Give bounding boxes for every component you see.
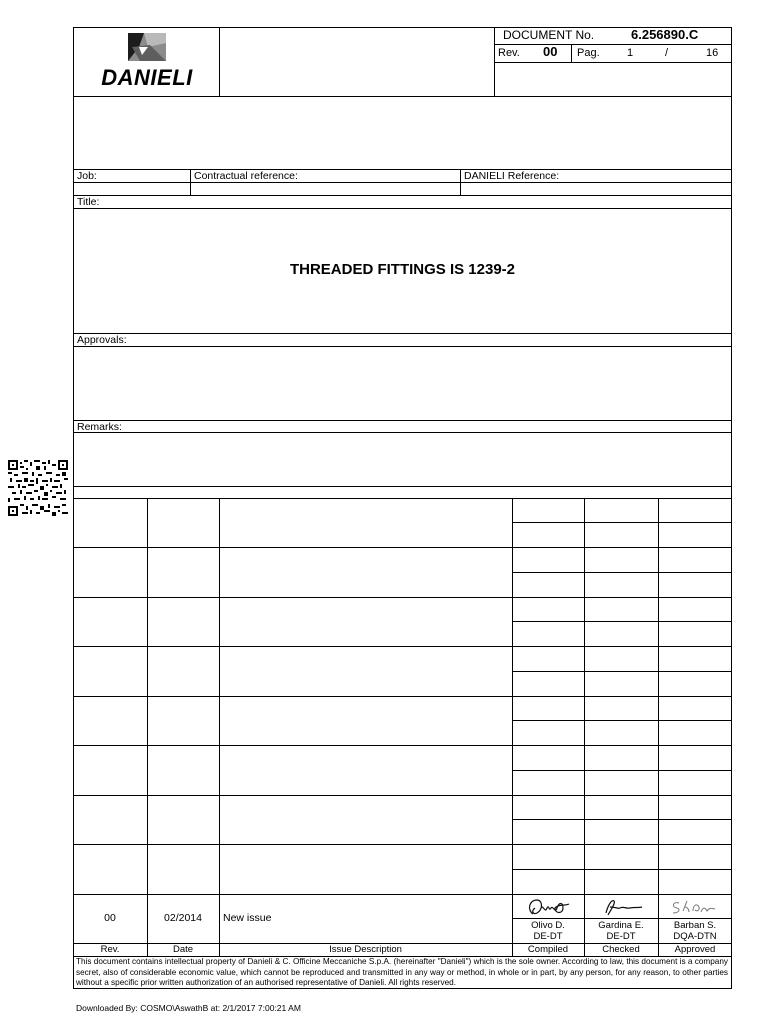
revision-row-rule bbox=[73, 745, 732, 746]
revision-row-rule bbox=[73, 795, 732, 796]
signature-half-rule bbox=[512, 720, 732, 721]
rev-rule bbox=[494, 62, 732, 63]
revision-col-divider bbox=[658, 498, 659, 956]
compiled-by-dept: DE-DT bbox=[533, 931, 563, 942]
job-label: Job: bbox=[77, 170, 97, 182]
page-label: Pag. bbox=[577, 47, 600, 59]
signature-half-rule bbox=[512, 671, 732, 672]
signature-half-rule bbox=[512, 522, 732, 523]
checked-by-dept: DE-DT bbox=[606, 931, 636, 942]
danieli-reference-label: DANIELI Reference: bbox=[464, 170, 560, 182]
page-current: 1 bbox=[627, 47, 634, 59]
reference-mid-rule bbox=[73, 182, 732, 183]
title-label: Title: bbox=[77, 196, 100, 208]
revision-top-rule bbox=[73, 486, 732, 487]
reference-top-rule bbox=[73, 169, 732, 170]
downloaded-by-stamp: Downloaded By: COSMO\AswathB at: 2/1/2017 7:00:21 AM bbox=[76, 1003, 301, 1013]
revision-col-divider bbox=[219, 498, 220, 956]
danieli-logo-icon bbox=[128, 31, 166, 63]
revision-row-rule bbox=[73, 646, 732, 647]
approved-by-name: Barban S. bbox=[673, 920, 717, 931]
remarks-top-rule bbox=[73, 420, 732, 421]
revision-row-rule bbox=[73, 597, 732, 598]
compiled-by-name: Olivo D. bbox=[531, 920, 565, 931]
revision-row-rule bbox=[73, 844, 732, 845]
confidentiality-note: This document contains intellectual property of Danieli & C. Officine Meccaniche S.p.A. (hereinafter "Danieli") which is the sole owner. According to law, this document is a company secret, also of considerable economic value, which cannot be reproduced and transmitted in any way or method, in whole or in part, by any person, for any reason, to other parties without a specific prior written authorization of an authorised representative of Danieli. All rights reserved. bbox=[76, 957, 728, 987]
contractual-reference-label: Contractual reference: bbox=[194, 170, 298, 182]
column-header-date: Date bbox=[172, 944, 194, 955]
header-bottom-rule bbox=[73, 96, 732, 97]
signature-half-rule bbox=[512, 869, 732, 870]
company-name: DANIELI bbox=[101, 65, 193, 90]
rev-divider bbox=[571, 44, 572, 62]
column-header-approved: Approved bbox=[674, 944, 716, 955]
approvals-label: Approvals: bbox=[77, 334, 127, 346]
qr-code-icon bbox=[8, 460, 68, 516]
signature-half-rule bbox=[512, 770, 732, 771]
revision-row-rule bbox=[73, 696, 732, 697]
entry-rev: 00 bbox=[104, 912, 116, 924]
column-header-description: Issue Description bbox=[329, 944, 402, 955]
signature-icon bbox=[600, 897, 644, 917]
docno-rule bbox=[494, 44, 732, 45]
signature-half-rule bbox=[512, 918, 732, 919]
revision-row-rule bbox=[73, 547, 732, 548]
entry-description: New issue bbox=[223, 912, 272, 924]
checked-by-name: Gardina E. bbox=[598, 920, 644, 931]
document-title: THREADED FITTINGS IS 1239-2 bbox=[289, 261, 516, 278]
header-divider bbox=[219, 27, 220, 96]
approved-by-dept: DQA-DTN bbox=[673, 931, 717, 942]
signature-half-rule bbox=[512, 621, 732, 622]
page-separator: / bbox=[665, 47, 669, 59]
revision-col-divider bbox=[512, 498, 513, 956]
page-total: 16 bbox=[706, 47, 719, 59]
document-no-label: DOCUMENT No. bbox=[503, 28, 595, 42]
approvals-top-rule bbox=[73, 333, 732, 334]
column-header-checked: Checked bbox=[602, 944, 640, 955]
danieli-logo bbox=[92, 31, 202, 91]
rev-value: 00 bbox=[543, 44, 558, 59]
remarks-rule bbox=[73, 432, 732, 433]
title-rule bbox=[73, 208, 732, 209]
column-header-compiled: Compiled bbox=[527, 944, 569, 955]
signature-icon bbox=[667, 897, 719, 917]
entry-date: 02/2014 bbox=[164, 912, 202, 924]
revision-col-divider bbox=[147, 498, 148, 956]
revision-col-divider bbox=[584, 498, 585, 956]
document-no-value: 6.256890.C bbox=[631, 27, 699, 42]
signature-half-rule bbox=[512, 819, 732, 820]
signature-icon bbox=[525, 896, 573, 918]
signature-half-rule bbox=[512, 572, 732, 573]
reference-divider bbox=[190, 169, 191, 195]
revision-row-rule bbox=[73, 894, 732, 895]
remarks-label: Remarks: bbox=[77, 421, 122, 433]
rev-label: Rev. bbox=[498, 47, 520, 59]
reference-bottom-rule bbox=[73, 195, 732, 196]
column-header-rev: Rev. bbox=[100, 944, 120, 955]
approvals-rule bbox=[73, 346, 732, 347]
revision-table-top bbox=[73, 498, 732, 499]
reference-divider bbox=[460, 169, 461, 195]
